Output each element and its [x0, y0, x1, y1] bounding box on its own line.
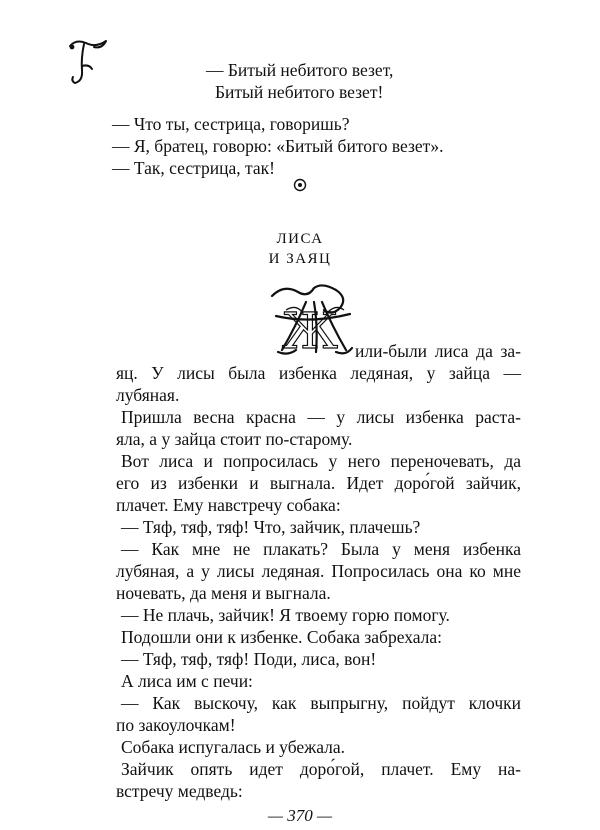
story-line-4: Пришла весна красна — у лисы избенка раста- [121, 407, 521, 427]
story-line-2: яц. У лисы была избенка ледяная, у зайца — [116, 363, 521, 383]
story-line-3: лубяная. [116, 385, 180, 405]
story-line-9: — Тяф, тяф, тяф! Что, зайчик, плачешь? [121, 517, 421, 537]
story-title-line-1: ЛИСА [276, 231, 324, 247]
story-line-6: Вот лиса и попросилась у него переночевать, да [121, 451, 521, 471]
story-line-14: Подошли они к избенке. Собака забрехала: [121, 627, 443, 647]
epigraph-line-1: — Битый небитого везет, [206, 60, 394, 80]
story-line-15: — Тяф, тяф, тяф! Поди, лиса, вон! [121, 649, 377, 669]
story-line-19: Собака испугалась и убежала. [121, 737, 346, 757]
story-line-10: — Как мне не плакать? Была у меня избенка [121, 539, 521, 559]
story-line-12: ночевать, да меня и выгнала. [116, 583, 331, 603]
drop-cap-letter: Ж [281, 302, 339, 358]
corner-ornament-icon [66, 36, 110, 86]
dialogue-line-3: — Так, сестрица, так! [112, 158, 275, 178]
story-line-16: А лиса им с печи: [121, 671, 253, 691]
drop-cap-initial [266, 282, 354, 358]
epigraph-line-2: Битый небитого везет! [215, 82, 384, 102]
story-line-17: — Как выскочу, как выпрыгну, пойдут клочки [121, 693, 521, 713]
story-line-20: Зайчик опять идет доро́гой, плачет. Ему на- [121, 759, 521, 779]
story-line-8: плачет. Ему навстречу собака: [116, 495, 341, 515]
story-line-18: по закоулочкам! [116, 715, 236, 735]
story-line-21: встречу медведь: [116, 781, 243, 801]
story-line-1: или-были лиса да за- [355, 341, 521, 361]
story-line-5: яла, а у зайца стоит по-старому. [116, 429, 353, 449]
dialogue-line-2: — Я, братец, говорю: «Битый битого везет». [112, 136, 444, 156]
story-line-7: его из избенки и выгнала. Идет доро́гой зайчик, [116, 473, 521, 493]
dialogue-line-1: — Что ты, сестрица, говоришь? [112, 114, 350, 134]
page-number: — 370 — [267, 806, 333, 825]
story-line-11: лубяная, а у лисы ледяная. Попросилась она ко мне [116, 561, 521, 581]
story-title-line-2: И ЗАЯЦ [268, 251, 332, 267]
story-line-13: — Не плачь, зайчик! Я твоему горю помогу. [121, 605, 450, 625]
section-divider-icon [293, 178, 307, 192]
